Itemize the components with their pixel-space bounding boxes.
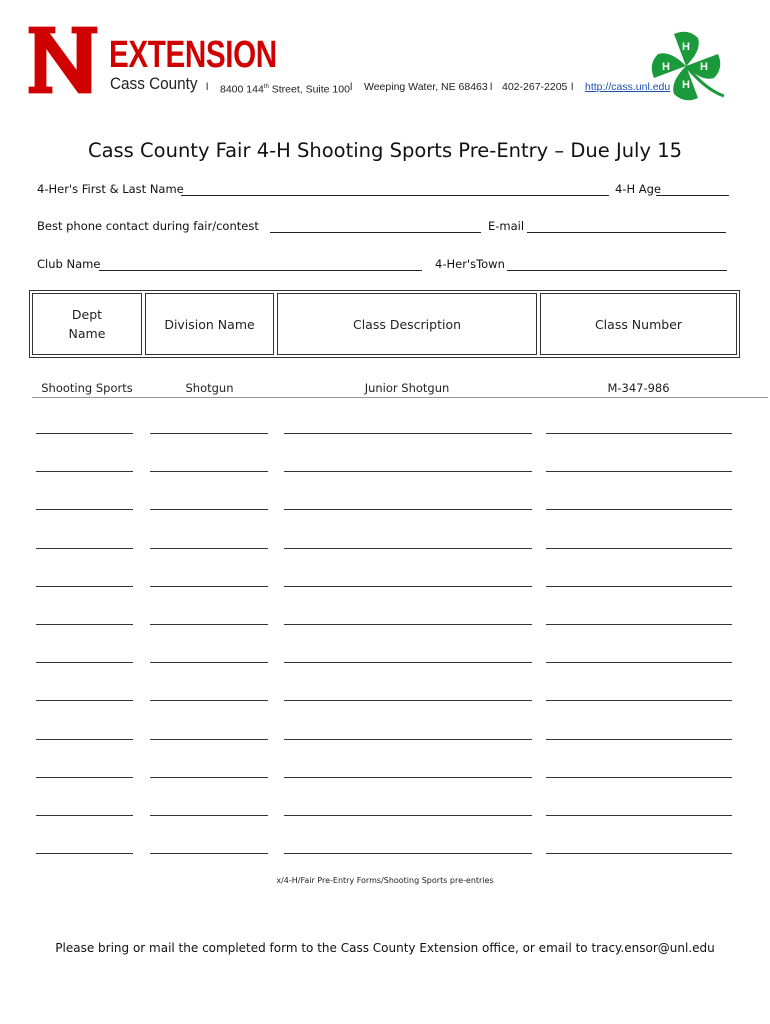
entry-class-description-line[interactable] xyxy=(284,471,532,472)
sample-class-description: Junior Shotgun xyxy=(364,381,450,395)
age-field[interactable] xyxy=(656,195,729,196)
entry-division-line[interactable] xyxy=(150,662,268,663)
entry-class-number-line[interactable] xyxy=(546,586,732,587)
entry-division-line[interactable] xyxy=(150,853,268,854)
entry-division-line[interactable] xyxy=(150,471,268,472)
phone-label: Best phone contact during fair/contest xyxy=(37,219,259,233)
entry-dept-line[interactable] xyxy=(36,853,133,854)
header-dept-name: Dept Name xyxy=(32,293,142,355)
address-separator-4: l xyxy=(571,81,574,93)
header-class-description: Class Description xyxy=(277,293,537,355)
entry-class-description-line[interactable] xyxy=(284,700,532,701)
entry-class-number-line[interactable] xyxy=(546,471,732,472)
address-separator-1: l xyxy=(206,81,209,93)
city-state-zip: Weeping Water, NE 68463 xyxy=(364,81,488,93)
name-label: 4-Her's First & Last Name xyxy=(37,182,184,196)
entry-division-line[interactable] xyxy=(150,586,268,587)
town-label: 4-Her'sTown xyxy=(435,257,505,271)
entry-class-number-line[interactable] xyxy=(546,624,732,625)
street-address: 8400 144th Street, Suite 100 xyxy=(220,83,350,96)
entry-class-description-line[interactable] xyxy=(284,815,532,816)
entry-dept-line[interactable] xyxy=(36,815,133,816)
entry-dept-line[interactable] xyxy=(36,586,133,587)
entry-class-description-line[interactable] xyxy=(284,662,532,663)
svg-text:H: H xyxy=(682,79,690,91)
entry-class-number-line[interactable] xyxy=(546,777,732,778)
entry-class-number-line[interactable] xyxy=(546,815,732,816)
entry-dept-line[interactable] xyxy=(36,777,133,778)
entry-division-line[interactable] xyxy=(150,815,268,816)
entry-dept-line[interactable] xyxy=(36,433,133,434)
header-division-name: Division Name xyxy=(145,293,274,355)
email-label: E-mail xyxy=(488,219,525,233)
entry-class-number-line[interactable] xyxy=(546,509,732,510)
entry-class-number-line[interactable] xyxy=(546,433,732,434)
entry-division-line[interactable] xyxy=(150,739,268,740)
entry-class-description-line[interactable] xyxy=(284,739,532,740)
club-field[interactable] xyxy=(99,270,422,271)
entry-class-description-line[interactable] xyxy=(284,853,532,854)
club-label: Club Name xyxy=(37,257,101,271)
entry-class-number-line[interactable] xyxy=(546,662,732,663)
entry-class-description-line[interactable] xyxy=(284,509,532,510)
entry-division-line[interactable] xyxy=(150,509,268,510)
nebraska-n-logo xyxy=(26,24,100,96)
svg-text:H: H xyxy=(700,61,708,73)
address-separator-3: l xyxy=(490,81,493,93)
entry-dept-line[interactable] xyxy=(36,700,133,701)
sample-dept: Shooting Sports xyxy=(41,381,133,395)
entry-class-description-line[interactable] xyxy=(284,586,532,587)
address-separator-2: l xyxy=(350,81,353,93)
svg-text:H: H xyxy=(682,41,690,53)
website-link[interactable]: http://cass.unl.edu xyxy=(585,81,671,93)
page-title: Cass County Fair 4-H Shooting Sports Pre-Entry – Due July 15 xyxy=(87,139,683,162)
file-path-footnote: x/4-H/Fair Pre-Entry Forms/Shooting Sports pre-entries xyxy=(276,876,494,885)
submission-instructions: Please bring or mail the completed form to the Cass County Extension office, or email to tracy.ensor@unl.edu xyxy=(55,941,715,955)
entry-class-description-line[interactable] xyxy=(284,777,532,778)
entry-class-number-line[interactable] xyxy=(546,548,732,549)
email-field[interactable] xyxy=(527,232,726,233)
entry-dept-line[interactable] xyxy=(36,662,133,663)
entry-division-line[interactable] xyxy=(150,548,268,549)
header-class-number: Class Number xyxy=(540,293,737,355)
county-name: Cass County xyxy=(110,74,198,93)
entry-class-description-line[interactable] xyxy=(284,624,532,625)
entry-division-line[interactable] xyxy=(150,777,268,778)
town-field[interactable] xyxy=(507,270,727,271)
entry-class-number-line[interactable] xyxy=(546,853,732,854)
svg-text:H: H xyxy=(662,61,670,73)
entry-dept-line[interactable] xyxy=(36,624,133,625)
entry-dept-line[interactable] xyxy=(36,509,133,510)
entry-class-description-line[interactable] xyxy=(284,548,532,549)
entry-dept-line[interactable] xyxy=(36,739,133,740)
entry-class-number-line[interactable] xyxy=(546,739,732,740)
sample-row-divider xyxy=(32,397,768,398)
office-phone: 402-267-2205 xyxy=(502,81,568,93)
age-label: 4-H Age xyxy=(615,182,662,196)
entry-division-line[interactable] xyxy=(150,624,268,625)
4h-clover-icon xyxy=(636,30,736,102)
sample-division: Shotgun xyxy=(185,381,234,395)
entry-division-line[interactable] xyxy=(150,700,268,701)
entry-dept-line[interactable] xyxy=(36,471,133,472)
entry-class-number-line[interactable] xyxy=(546,700,732,701)
entry-division-line[interactable] xyxy=(150,433,268,434)
name-field[interactable] xyxy=(181,195,609,196)
entry-class-description-line[interactable] xyxy=(284,433,532,434)
phone-field[interactable] xyxy=(270,232,481,233)
sample-class-number: M-347-986 xyxy=(607,381,670,395)
extension-wordmark: EXTENSION xyxy=(109,34,277,76)
entry-dept-line[interactable] xyxy=(36,548,133,549)
